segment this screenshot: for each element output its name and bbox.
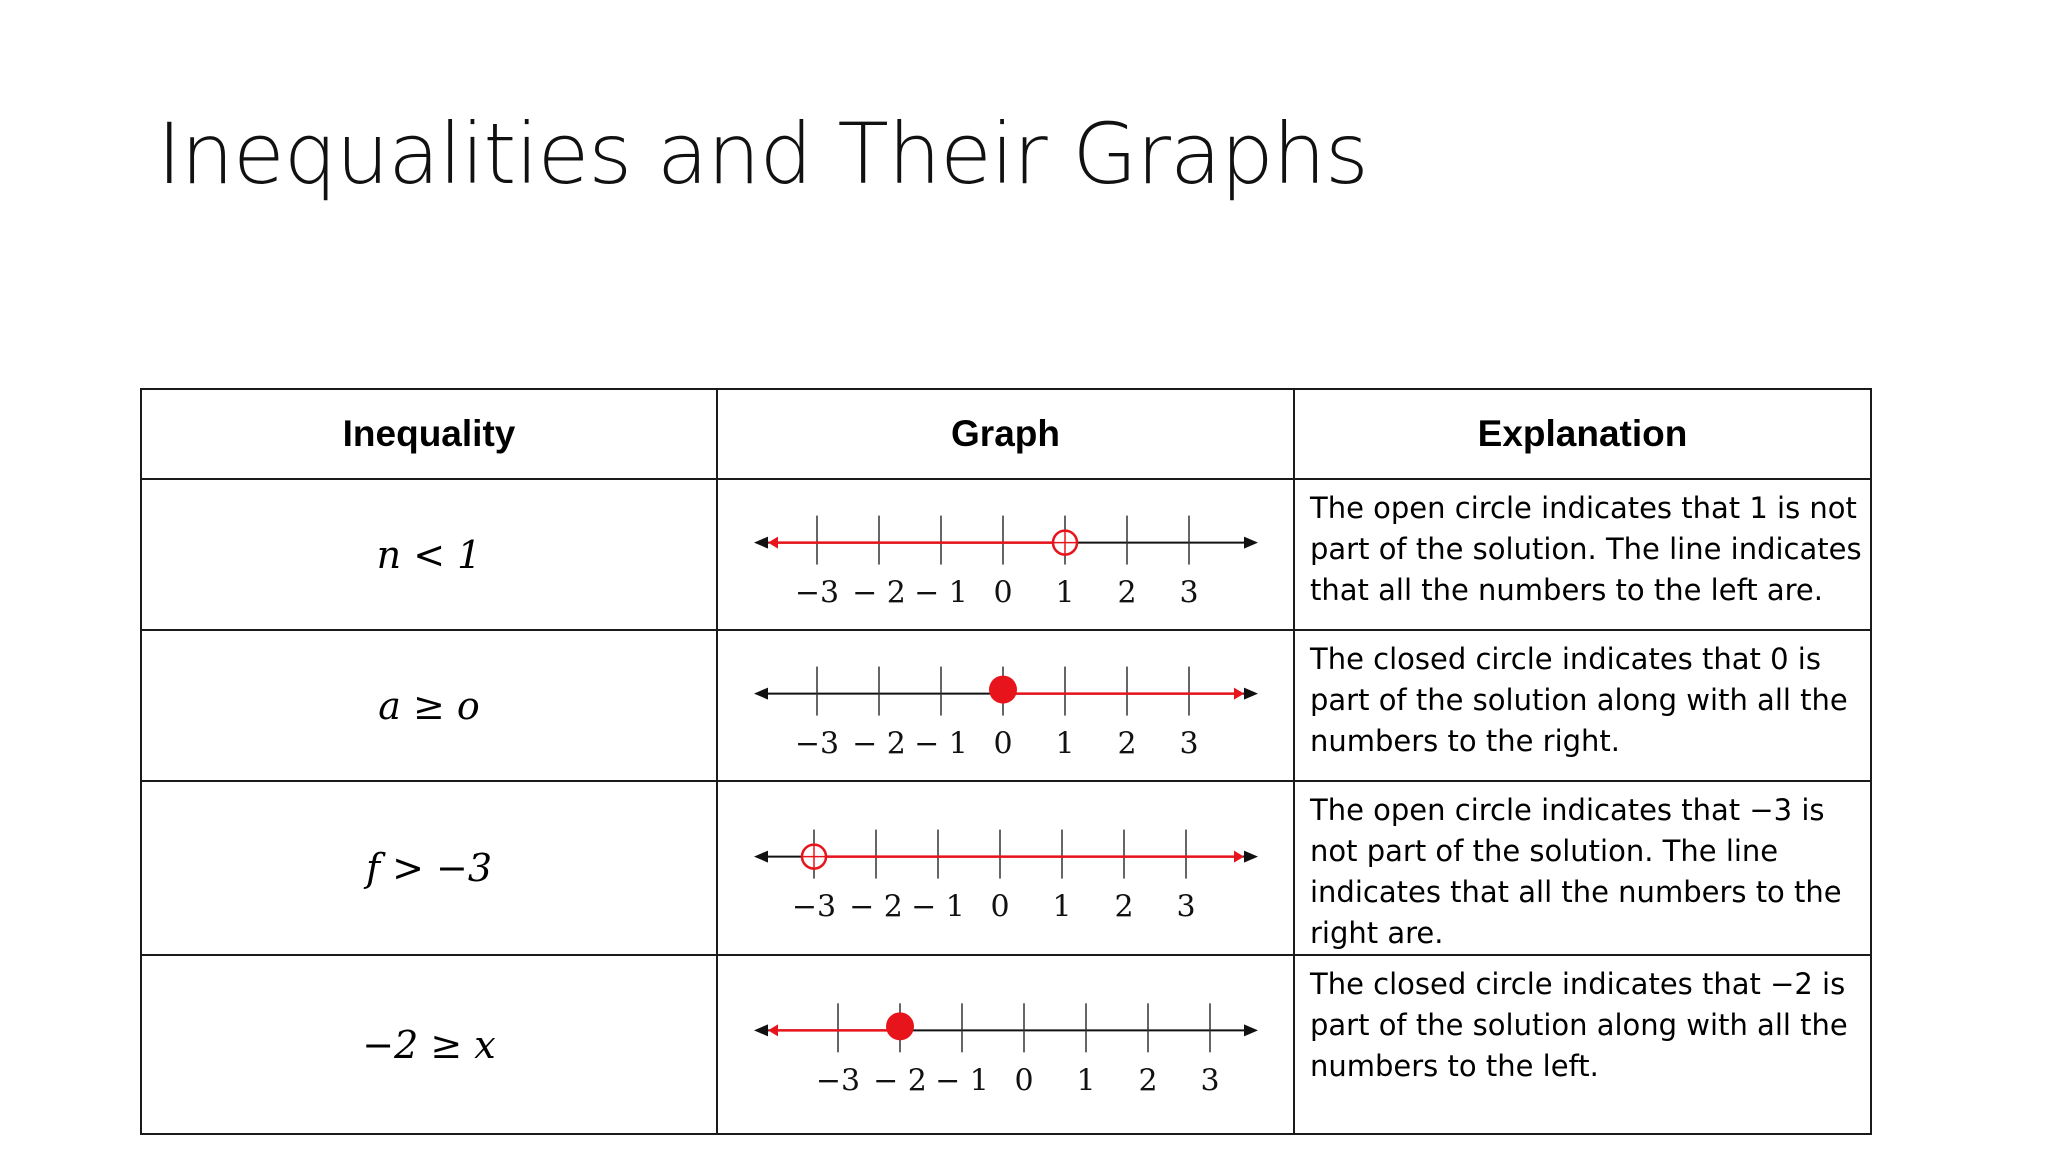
explanation-cell	[1294, 781, 1871, 955]
tick-label: − 1	[914, 726, 968, 762]
solution-arrow-icon	[1234, 850, 1244, 862]
table-header-row	[141, 389, 1871, 479]
arrow-left-icon	[754, 537, 768, 549]
tick-label: 1	[1052, 889, 1072, 925]
table-row	[141, 630, 1871, 781]
header-explanation: Explanation	[1294, 389, 1871, 479]
tick-label: 0	[993, 575, 1013, 611]
closed-circle-icon	[886, 1012, 914, 1040]
explanation-text: The open circle indicates that −3 is not part of the solution. The line indicates that all the numbers to the right are.	[1310, 793, 1842, 950]
tick-label: − 1	[911, 889, 965, 925]
tick-label: −3	[815, 1063, 861, 1099]
tick-label: −3	[794, 726, 840, 762]
tick-label: 2	[1114, 889, 1134, 925]
tick-label: 1	[1076, 1063, 1096, 1099]
inequality-cell: −2 ≥ x	[141, 955, 717, 1134]
tick-label: 3	[1179, 575, 1199, 611]
table-row	[141, 955, 1871, 1134]
inequality-cell: f > −3	[141, 781, 717, 955]
arrow-left-icon	[754, 688, 768, 700]
tick-label: − 2	[852, 575, 906, 611]
header-graph: Graph	[717, 389, 1294, 479]
tick-label: 2	[1117, 726, 1137, 762]
number-line-cell	[717, 630, 1294, 781]
explanation-cell	[1294, 955, 1871, 1134]
explanation-cell	[1294, 479, 1871, 630]
arrow-left-icon	[754, 1024, 768, 1036]
tick-label: −3	[794, 575, 840, 611]
tick-label: − 1	[935, 1063, 989, 1099]
inequality-cell: a ≥ o	[141, 630, 717, 781]
table-row	[141, 781, 1871, 955]
number-line-cell	[717, 479, 1294, 630]
number-line-cell	[717, 781, 1294, 955]
tick-label: − 1	[914, 575, 968, 611]
number-line-graph	[718, 480, 1295, 629]
number-line-cell	[717, 955, 1294, 1134]
tick-label: 2	[1117, 575, 1137, 611]
tick-label: 0	[993, 726, 1013, 762]
arrow-right-icon	[1244, 1024, 1258, 1036]
arrow-right-icon	[1244, 537, 1258, 549]
header-inequality: Inequality	[141, 389, 717, 479]
explanation-text: The closed circle indicates that −2 is part of the solution along with all the numbers to the left.	[1310, 967, 1848, 1083]
arrow-left-icon	[754, 850, 768, 862]
slide-title: Inequalities and Their Graphs	[157, 105, 1368, 203]
tick-label: −3	[791, 889, 837, 925]
inequality-cell: n < 1	[141, 479, 717, 630]
explanation-text: The open circle indicates that 1 is not part of the solution. The line indicates that all the numbers to the left are.	[1310, 491, 1862, 607]
tick-label: − 2	[852, 726, 906, 762]
tick-label: 1	[1055, 726, 1075, 762]
table-row	[141, 479, 1871, 630]
solution-arrow-icon	[1234, 688, 1244, 700]
number-line-graph	[718, 794, 1295, 943]
number-line-graph	[718, 631, 1295, 780]
arrow-right-icon	[1244, 688, 1258, 700]
explanation-text: The closed circle indicates that 0 is part of the solution along with all the numbers to the right.	[1310, 642, 1848, 758]
tick-label: 0	[1014, 1063, 1034, 1099]
tick-label: 3	[1200, 1063, 1220, 1099]
tick-label: − 2	[849, 889, 903, 925]
arrow-right-icon	[1244, 850, 1258, 862]
tick-label: 1	[1055, 575, 1075, 611]
tick-label: − 2	[873, 1063, 927, 1099]
closed-circle-icon	[989, 676, 1017, 704]
solution-arrow-icon	[768, 1024, 778, 1036]
explanation-cell	[1294, 630, 1871, 781]
tick-label: 2	[1138, 1063, 1158, 1099]
inequalities-table	[140, 388, 1872, 1135]
tick-label: 3	[1176, 889, 1196, 925]
number-line-graph	[718, 956, 1295, 1133]
tick-label: 0	[990, 889, 1010, 925]
solution-arrow-icon	[768, 537, 778, 549]
tick-label: 3	[1179, 726, 1199, 762]
